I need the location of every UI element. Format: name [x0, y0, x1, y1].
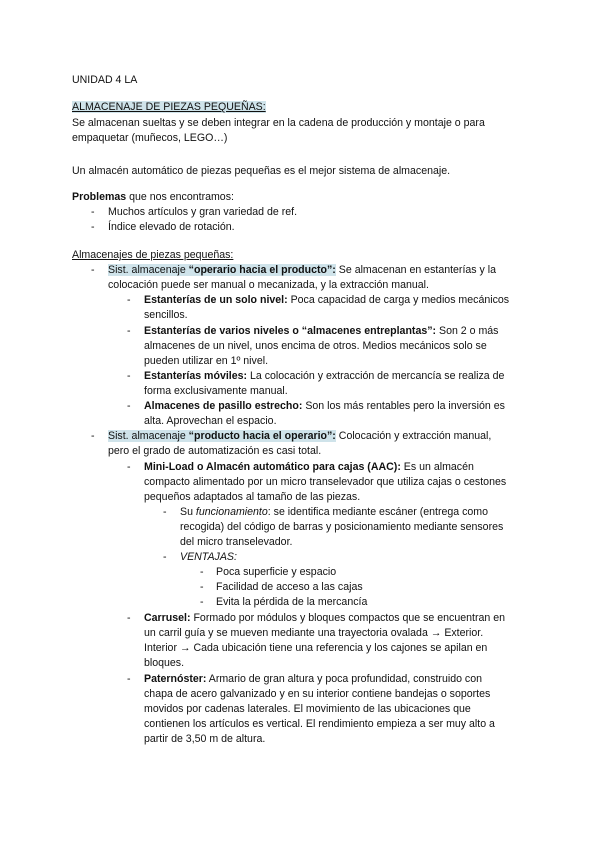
list-item: Facilidad de acceso a las cajas: [216, 581, 363, 593]
problems-label: Problemas: [72, 191, 127, 203]
item-bold: Paternóster:: [144, 673, 207, 685]
item-text: Poca capacidad de carga y medios mecánicos: [287, 294, 510, 306]
item-italic: funcionamiento: [195, 506, 268, 518]
list-dash: -: [91, 221, 95, 233]
section-heading: [72, 100, 266, 114]
paragraph-line: colocación puede ser manual o mecanizada, y la extracción manual.: [108, 279, 429, 291]
list-dash: -: [91, 206, 95, 218]
paragraph-line: contienen los artículos es vertical. El rendimiento empieza a ser muy alto a: [144, 718, 495, 730]
list-dash: -: [200, 566, 204, 578]
storage-heading: Almacenajes de piezas pequeñas:: [72, 249, 234, 261]
paragraph-line: empaquetar (muñecos, LEGO…): [72, 132, 228, 144]
paragraph-line: chapa de acero galvanizado y en su interior contiene bandejas o soportes: [144, 688, 491, 700]
item-prefix: Sist. almacenaje: [108, 430, 189, 442]
document-title: UNIDAD 4 LA: [72, 74, 138, 86]
list-dash: -: [127, 325, 131, 337]
list-item: [144, 369, 504, 383]
paragraph-line: pero el grado de automatización es casi total.: [108, 445, 322, 457]
list-dash: -: [127, 400, 131, 412]
paragraph-line: almacenes de un nivel, unos encima de otros. Medios mecánicos solo se: [144, 340, 487, 352]
list-item: [108, 429, 491, 443]
section-heading-text: ALMACENAJE DE PIEZAS PEQUEÑAS:: [72, 101, 266, 113]
item-bold: Estanterías de varios niveles o “almacenes entreplantas”:: [144, 325, 437, 337]
list-dash: -: [127, 612, 131, 624]
list-dash: -: [163, 551, 167, 563]
item-text: Son los más rentables pero la inversión es: [302, 400, 505, 412]
paragraph-line: alta. Aprovechan el espacio.: [144, 415, 277, 427]
item-text: Son 2 o más: [436, 325, 499, 337]
item-bold: “operario hacia el producto”:: [188, 264, 336, 276]
paragraph-line: un carril guía y se mueven mediante una trayectoria ovalada → Exterior.: [144, 627, 484, 639]
list-item: [180, 505, 488, 519]
paragraph-line: recogida) del código de barras y posicionamiento mediante sensores: [180, 521, 504, 533]
list-item: [144, 611, 505, 625]
item-text: Armario de gran altura y poca profundidad, construido con: [206, 673, 483, 685]
item-bold: Estanterías móviles:: [144, 370, 248, 382]
problems-rest: que nos encontramos:: [126, 191, 234, 203]
item-italic: VENTAJAS:: [180, 551, 237, 563]
paragraph-line: sencillos.: [144, 309, 188, 321]
list-item: [144, 672, 482, 686]
item-bold: Almacenes de pasillo estrecho:: [144, 400, 303, 412]
paragraph-line: del micro transelevador.: [180, 536, 293, 548]
item-text: Se almacenan en estanterías y la: [335, 264, 497, 276]
list-item: [108, 263, 496, 277]
paragraph-line: bloques.: [144, 657, 185, 669]
list-item: Evita la pérdida de la mercancía: [216, 596, 368, 608]
list-dash: -: [200, 596, 204, 608]
paragraph-line: Interior → Cada ubicación tiene una referencia y los cajones se apilan en: [144, 642, 488, 654]
item-text: Colocación y extracción manual,: [335, 430, 492, 442]
list-dash: -: [127, 461, 131, 473]
list-dash: -: [91, 264, 95, 276]
paragraph-line: partir de 3,50 m de altura.: [144, 733, 266, 745]
list-dash: -: [91, 430, 95, 442]
item-bold: Estanterías de un solo nivel:: [144, 294, 288, 306]
paragraph-line: forma exclusivamente manual.: [144, 385, 288, 397]
intro-paragraph: Un almacén automático de piezas pequeñas es el mejor sistema de almacenaje.: [72, 165, 451, 177]
item-bold: Mini-Load o Almacén automático para cajas (AAC):: [144, 461, 401, 473]
list-dash: -: [127, 370, 131, 382]
list-item: [144, 324, 498, 338]
list-item: Índice elevado de rotación.: [108, 221, 235, 233]
list-item: [144, 460, 474, 474]
paragraph-line: movidos por cadenas laterales. El movimiento de las ubicaciones que: [144, 703, 471, 715]
list-item: Poca superficie y espacio: [216, 566, 337, 578]
list-item: [144, 293, 509, 307]
list-dash: -: [200, 581, 204, 593]
item-bold: “producto hacia el operario”:: [188, 430, 336, 442]
list-item: [144, 399, 505, 413]
paragraph-line: Se almacenan sueltas y se deben integrar en la cadena de producción y montaje o para: [72, 117, 485, 129]
item-text: Su: [180, 506, 196, 518]
paragraph-line: pequeños adaptados al tamaño de las piezas.: [144, 491, 361, 503]
paragraph-line: pueden utilizar en 1º nivel.: [144, 355, 269, 367]
item-text: Formado por módulos y bloques compactos que se encuentran en: [190, 612, 505, 624]
problems-heading: [72, 190, 234, 204]
list-dash: -: [127, 294, 131, 306]
list-item: Muchos artículos y gran variedad de ref.: [108, 206, 298, 218]
item-prefix: Sist. almacenaje: [108, 264, 189, 276]
list-item: [180, 550, 237, 564]
item-text: : se identifica mediante escáner (entrega como: [267, 506, 488, 518]
item-text: Es un almacén: [400, 461, 474, 473]
list-dash: -: [163, 506, 167, 518]
item-bold: Carrusel:: [144, 612, 191, 624]
item-text: La colocación y extracción de mercancía se realiza de: [247, 370, 505, 382]
item-highlight: [108, 430, 336, 442]
list-dash: -: [127, 673, 131, 685]
item-highlight: [108, 264, 336, 276]
paragraph-line: compacto alimentado por un micro transelevador que utiliza cajas o cestones: [144, 476, 507, 488]
